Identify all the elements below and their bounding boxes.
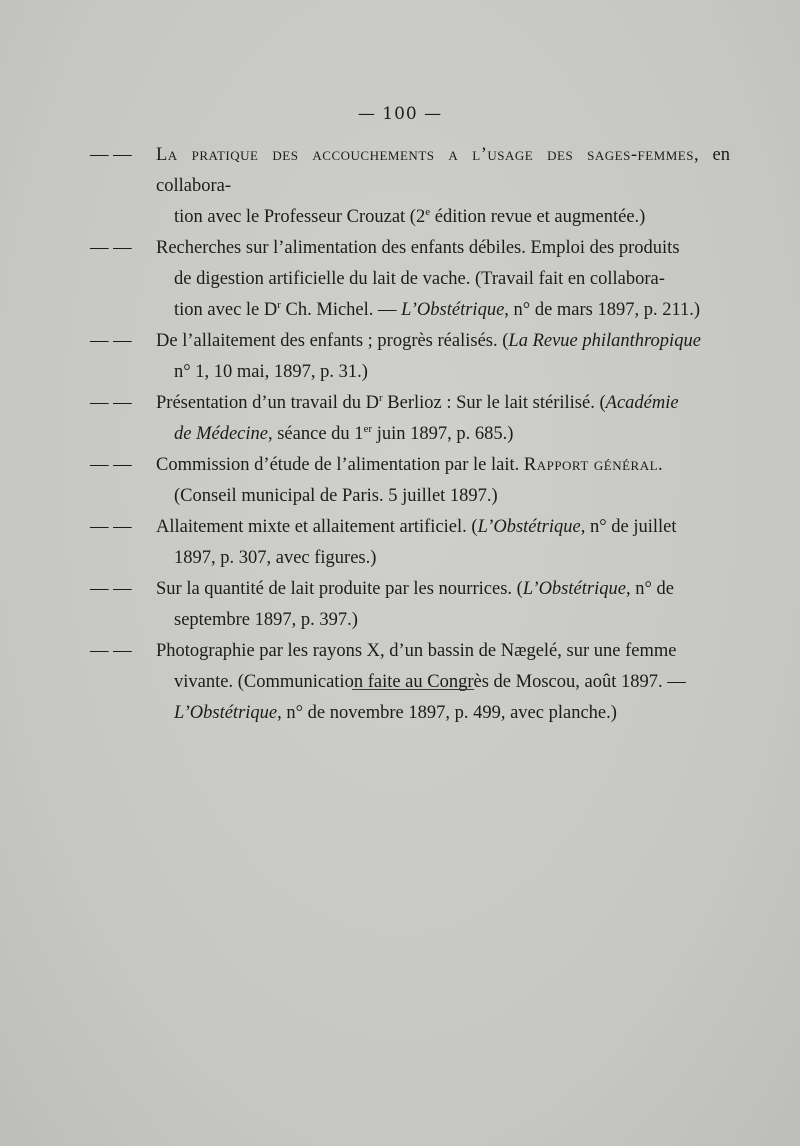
journal-title: L’Obstétrique <box>401 300 505 320</box>
journal-title: de Médecine <box>174 424 268 444</box>
entry-text-line: , n° de novembre 1897, p. 499, avec planche.) <box>277 703 617 723</box>
entry-text-line: Commission d’étude de l’alimentation par le lait. <box>156 455 524 475</box>
bibliography-entry-7 <box>90 574 730 636</box>
entry-text-line: De l’allaitement des enfants ; progrès réalisés. ( <box>156 331 509 351</box>
entry-text-line: Recherches sur l’alimentation des enfants débiles. Emploi des produits <box>156 238 680 258</box>
entry-text-line: de digestion artificielle du lait de vache. (Travail fait en collabora- <box>174 269 665 289</box>
entry-text <box>156 512 730 574</box>
bibliography-entry-8 <box>90 636 730 729</box>
entry-dashes: — — <box>90 331 132 351</box>
entry-text <box>156 140 730 233</box>
report-label: Rapport général. <box>523 455 664 475</box>
entry-dashes: — — <box>90 641 132 661</box>
end-rule <box>352 689 474 690</box>
entry-text-line: Ch. Michel. — <box>280 300 402 320</box>
entry-text <box>156 326 730 388</box>
entry-text-line: , n° de juillet <box>580 517 677 537</box>
superscript: e <box>425 206 431 218</box>
entry-text-line: Sur la quantité de lait produite par les nourrices. ( <box>156 579 523 599</box>
bibliography-list <box>90 140 730 729</box>
entry-text <box>156 450 730 512</box>
bibliography-entry-3 <box>90 326 730 388</box>
entry-dashes: — — <box>90 145 132 165</box>
entry-text-line: Présentation d’un travail du D <box>156 393 379 413</box>
entry-text-line: , n° de <box>625 579 674 599</box>
superscript: r <box>277 299 281 311</box>
entry-text-line: en collabora- <box>156 145 730 196</box>
entry-text-line: septembre 1897, p. 397.) <box>174 610 358 630</box>
entry-text-line: Allaitement mixte et allaitement artificiel. ( <box>156 517 478 537</box>
entry-text-line: Berlioz : Sur le lait stérilisé. ( <box>382 393 606 413</box>
entry-dashes: — — <box>90 517 132 537</box>
entry-dashes: — — <box>90 455 132 475</box>
entry-text-line: (Conseil municipal de Paris. 5 juillet 1897.) <box>174 486 498 506</box>
entry-text <box>156 636 730 729</box>
entry-dashes: — — <box>90 579 132 599</box>
entry-text-line: tion avec le D <box>174 300 278 320</box>
entry-text-line: juin 1897, p. 685.) <box>372 424 514 444</box>
bibliography-entry-1 <box>90 140 730 233</box>
journal-title: L’Obstétrique <box>174 703 278 723</box>
superscript: er <box>363 423 373 435</box>
entry-text-line: , séance du 1 <box>267 424 364 444</box>
entry-text-line: tion avec le Professeur Crouzat (2 <box>174 207 426 227</box>
entry-text-line: 1897, p. 307, avec figures.) <box>174 548 377 568</box>
entry-text-line: n° 1, 10 mai, 1897, p. 31.) <box>174 362 368 382</box>
bibliography-entry-4 <box>90 388 730 450</box>
journal-title: La Revue philanthropique <box>508 331 701 351</box>
entry-text-line: , n° de mars 1897, p. 211.) <box>504 300 701 320</box>
entry-text-line: édition revue et augmentée.) <box>430 207 646 227</box>
entry-dashes: — — <box>90 393 132 413</box>
page-number: — 100 — <box>357 104 443 124</box>
entry-text <box>156 574 730 636</box>
entry-dashes: — — <box>90 238 132 258</box>
entry-text-line: Photographie par les rayons X, d’un bassin de Nægelé, sur une femme <box>156 641 677 661</box>
entry-title: La pratique des accouchements a l’usage des sages-femmes, <box>156 145 700 165</box>
bibliography-entry-5 <box>90 450 730 512</box>
bibliography-entry-6 <box>90 512 730 574</box>
superscript: r <box>378 392 383 404</box>
journal-title: L’Obstétrique <box>522 579 626 599</box>
journal-title: Académie <box>605 393 679 413</box>
journal-title: L’Obstétrique <box>477 517 581 537</box>
entry-text-line: vivante. (Communication faite au Congrès de Moscou, août 1897. — <box>174 672 686 692</box>
entry-text <box>156 233 730 326</box>
bibliography-entry-2 <box>90 233 730 326</box>
entry-text <box>156 388 730 450</box>
